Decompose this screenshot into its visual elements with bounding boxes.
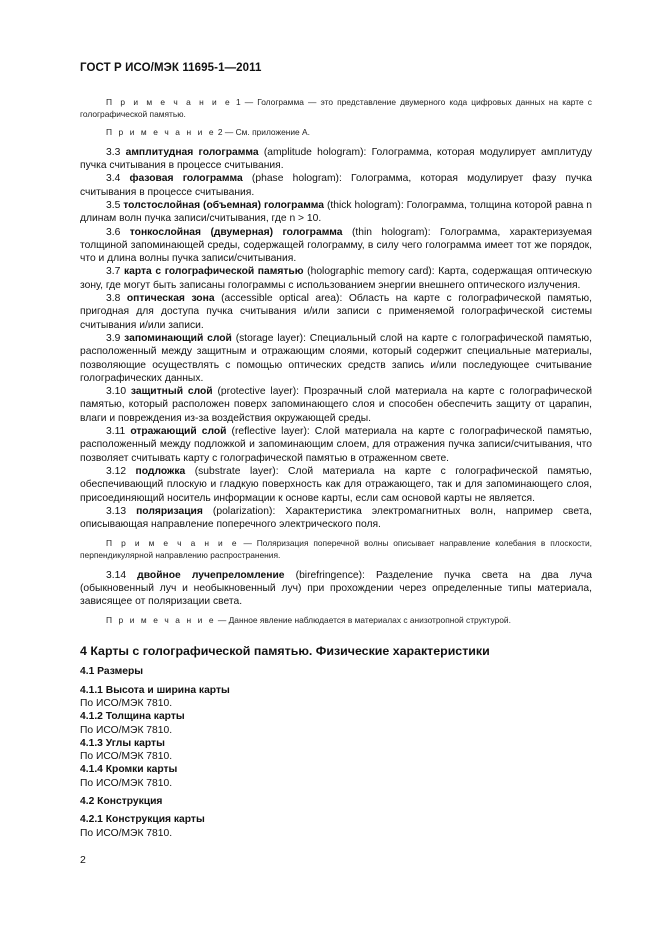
note-label: П р и м е ч а н и е [106, 615, 216, 626]
term-name: подложка [135, 465, 186, 477]
note-birefringence [80, 615, 592, 627]
term-definition: (accessible optical area): Область на карте с голографической памятью, пригодная для доступа пучка считывания и/или записи с применяемой голографической системы считывания и/или записи. [80, 293, 592, 331]
document-body [80, 97, 592, 840]
subsection-4-1-2: 4.1.2 Толщина карты [80, 711, 185, 723]
subsection-4-1-2-text: По ИСО/МЭК 7810. [80, 724, 173, 736]
term-3-14 [80, 569, 592, 609]
note-label: П р и м е ч а н и е [106, 538, 239, 549]
subsection-4-1-4: 4.1.4 Кромки карты [80, 764, 178, 776]
note-1 [80, 97, 592, 120]
term-name: толстослойная (объемная) голограмма [123, 199, 325, 211]
note-text: 1 — Голограмма — это представление двумерного кода цифровых данных на карте с голографической памятью. [80, 97, 592, 119]
term-definition: (thin hologram): Голограмма, характеризуемая толщиной запоминающей среды, содержащей голограмму, в силу чего голограмма имеет тот же порядок, что и длина волны пучка записи/считывания. [80, 226, 592, 265]
subsection-4-1-1-text: По ИСО/МЭК 7810. [80, 697, 173, 709]
term-name: фазовая голограмма [129, 173, 243, 185]
note-text: 2 — См. приложение А. [215, 127, 310, 138]
subsection-4-1-3-text: По ИСО/МЭК 7810. [80, 751, 173, 763]
term-number: 3.4 [106, 173, 121, 185]
term-name: амплитудная голограмма [125, 146, 259, 158]
term-definition: (polarization): Характеристика электромагнитных волн, например света, описывающая направление поперечного электрического поля. [80, 505, 592, 531]
subsection-4-1: 4.1 Размеры [80, 666, 144, 678]
term-3-8 [80, 292, 592, 332]
subsection-4-2-1: 4.2.1 Конструкция карты [80, 814, 205, 826]
term-name: поляризация [136, 505, 203, 517]
subsection-4-1-4-text: По ИСО/МЭК 7810. [80, 777, 173, 789]
note-polarization [80, 538, 592, 561]
term-3-7 [80, 265, 592, 292]
subsection-4-2-1-text: По ИСО/МЭК 7810. [80, 827, 173, 839]
note-label: П р и м е ч а н и е [106, 97, 232, 107]
term-definition: (amplitude hologram): Голограмма, которая модулирует амплитуду пучка считывания в процессе считывания. [80, 146, 592, 172]
term-definition: (substrate layer): Слой материала на карте с голографической памятью, обеспечивающий плоскую и гладкую поверхность как для отражающего, так и для запоминающего слоя, присоединяющий носитель информации к основе карты, если сам основой карты не является. [80, 465, 592, 504]
term-number: 3.5 [106, 199, 121, 211]
term-3-6 [80, 226, 592, 266]
note-text: — Поляризация поперечной волны описывает направление колебания в плоскости, перпендикулярной направлению распространения. [80, 538, 592, 560]
term-number: 3.14 [106, 569, 127, 581]
term-name: запоминающий слой [124, 332, 232, 344]
note-label: П р и м е ч а н и е [106, 127, 216, 138]
term-name: карта с голографической памятью [123, 266, 304, 278]
section-4-title: 4 Карты с голографической памятью. Физические характеристики [80, 644, 490, 659]
term-3-11 [80, 425, 592, 465]
subsection-4-1-1: 4.1.1 Высота и ширина карты [80, 684, 230, 696]
term-number: 3.10 [106, 386, 127, 398]
term-name: отражающий слой [130, 426, 227, 438]
term-definition: (reflective layer): Слой материала на карте с голографической памятью, расположенный между подложкой и запоминающим слоем, для отражения пучка записи/считывания, что позволяет считывать карту с голографической памятью в отраженном свете. [80, 426, 592, 464]
term-number: 3.7 [106, 266, 121, 278]
term-3-9 [80, 332, 592, 385]
term-3-3 [80, 146, 592, 173]
term-definition: (holographic memory card): Карта, содержащая оптическую зону, где могут быть записаны голограммы с использованием энергии внешнего оптического излучения. [80, 266, 592, 291]
term-name: защитный слой [130, 386, 213, 398]
page-number: 2 [80, 854, 86, 866]
note-text: — Данное явление наблюдается в материалах с анизотропной структурой. [215, 615, 511, 626]
term-3-10 [80, 385, 592, 425]
term-number: 3.11 [106, 426, 126, 438]
document-header: ГОСТ Р ИСО/МЭК 11695-1—2011 [80, 62, 262, 74]
subsection-4-1-3: 4.1.3 Углы карты [80, 737, 165, 749]
term-definition: (thick hologram): Голограмма, толщина которой равна n длинам волн пучка записи/считывания, где n > 10. [80, 199, 592, 225]
term-3-5 [80, 199, 592, 226]
note-2 [80, 127, 592, 139]
term-number: 3.8 [106, 293, 121, 305]
subsection-4-2: 4.2 Конструкция [80, 796, 163, 808]
term-definition: (protective layer): Прозрачный слой материала на карте с голографической памятью, который расположен поверх запоминающего слоя и способен обеспечить защиту от царапин, влаги и повреждения из-за воздействия окружающей среды. [80, 386, 592, 424]
term-name: оптическая зона [126, 293, 215, 305]
term-number: 3.3 [106, 146, 121, 158]
term-definition: (birefringence): Разделение пучка света на два луча (обыкновенный луч и необыкновенный луч) при прохождении через определенные типы материала, зависящее от поляризации света. [80, 569, 592, 608]
term-3-4 [80, 172, 592, 199]
term-name: тонкослойная (двумерная) голограмма [129, 226, 343, 238]
term-3-12 [80, 465, 592, 505]
term-definition: (storage layer): Специальный слой на карте с голографической памятью, расположенный между защитным и отражающим слоями, который содержит специальные материалы, позволяющие осуществлять с помощью оптических средств запись и/или последующее считывание голографических данных. [80, 332, 592, 384]
term-definition: (phase hologram): Голограмма, которая модулирует фазу пучка считывания в процессе считывания. [80, 173, 592, 198]
term-3-13 [80, 505, 592, 532]
term-number: 3.6 [106, 226, 121, 238]
term-number: 3.9 [106, 332, 121, 344]
term-number: 3.12 [106, 465, 127, 477]
term-number: 3.13 [106, 505, 127, 517]
term-name: двойное лучепреломление [137, 569, 285, 581]
